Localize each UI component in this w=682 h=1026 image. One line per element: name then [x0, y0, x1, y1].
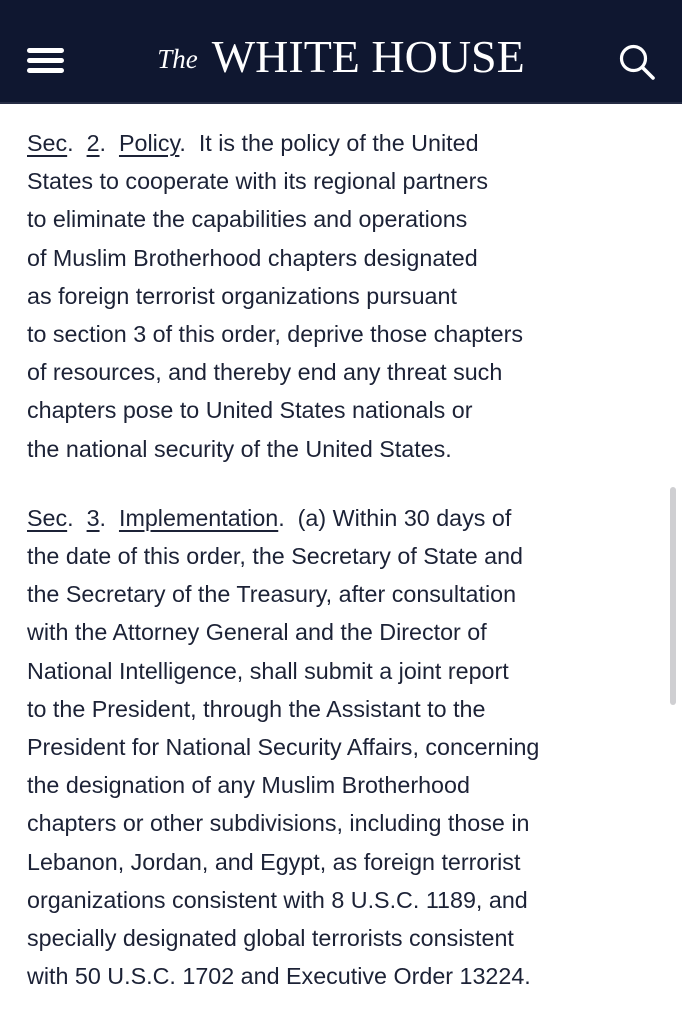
- site-header: [0, 0, 682, 104]
- site-logo[interactable]: [0, 30, 682, 83]
- text-line: specially designated global terrorists consistent: [27, 925, 514, 952]
- text-line: It is the policy of the United: [198, 130, 479, 156]
- logo-title: WHITE HOUSE: [211, 31, 525, 82]
- text-line: (a) Within 30 days of: [297, 504, 512, 531]
- text-line: with 50 U.S.C. 1702 and Executive Order 13224.: [27, 963, 531, 990]
- logo-prefix: The: [157, 44, 198, 74]
- text-line: the date of this order, the Secretary of State and: [27, 543, 524, 570]
- text-line: as foreign terrorist organizations pursuant: [27, 282, 457, 309]
- scrollbar-thumb[interactable]: [670, 487, 676, 705]
- section-3: [27, 499, 667, 996]
- text-line: chapters pose to United States nationals or: [27, 397, 473, 424]
- section-heading-line: Sec. 2. Policy. It is the policy of the United: [27, 130, 479, 156]
- section-label-link[interactable]: Sec: [27, 130, 68, 156]
- text-line: organizations consistent with 8 U.S.C. 1189, and: [27, 886, 528, 913]
- text-line: President for National Security Affairs, concerning: [27, 734, 540, 761]
- text-line: chapters or other subdivisions, including those in: [27, 810, 530, 837]
- text-line: of Muslim Brotherhood chapters designated: [27, 244, 478, 271]
- text-line: the national security of the United States.: [27, 435, 452, 462]
- section-title-link[interactable]: Implementation: [118, 504, 279, 531]
- section-label-link[interactable]: Sec: [27, 504, 68, 531]
- section-number-link[interactable]: 3: [86, 504, 100, 531]
- text-line: of resources, and thereby end any threat such: [27, 359, 503, 386]
- text-line: to section 3 of this order, deprive those chapters: [27, 321, 523, 348]
- text-line: States to cooperate with its regional partners: [27, 168, 489, 195]
- text-line: National Intelligence, shall submit a joint report: [27, 657, 509, 684]
- section-title-link[interactable]: Policy: [118, 130, 180, 156]
- text-line: Lebanon, Jordan, and Egypt, as foreign terrorist: [27, 848, 521, 875]
- text-line: with the Attorney General and the Director of: [27, 619, 487, 646]
- search-icon[interactable]: [617, 42, 657, 82]
- text-line: the designation of any Muslim Brotherhood: [27, 772, 470, 799]
- text-line: to the President, through the Assistant to the: [27, 695, 486, 722]
- section-number-link[interactable]: 2: [86, 130, 100, 156]
- text-line: to eliminate the capabilities and operations: [27, 206, 468, 233]
- section-heading-line: Sec. 3. Implementation. (a) Within 30 days of: [27, 504, 512, 531]
- section-2: [27, 124, 667, 468]
- text-line: the Secretary of the Treasury, after consultation: [27, 581, 517, 608]
- document-body: [27, 124, 667, 1026]
